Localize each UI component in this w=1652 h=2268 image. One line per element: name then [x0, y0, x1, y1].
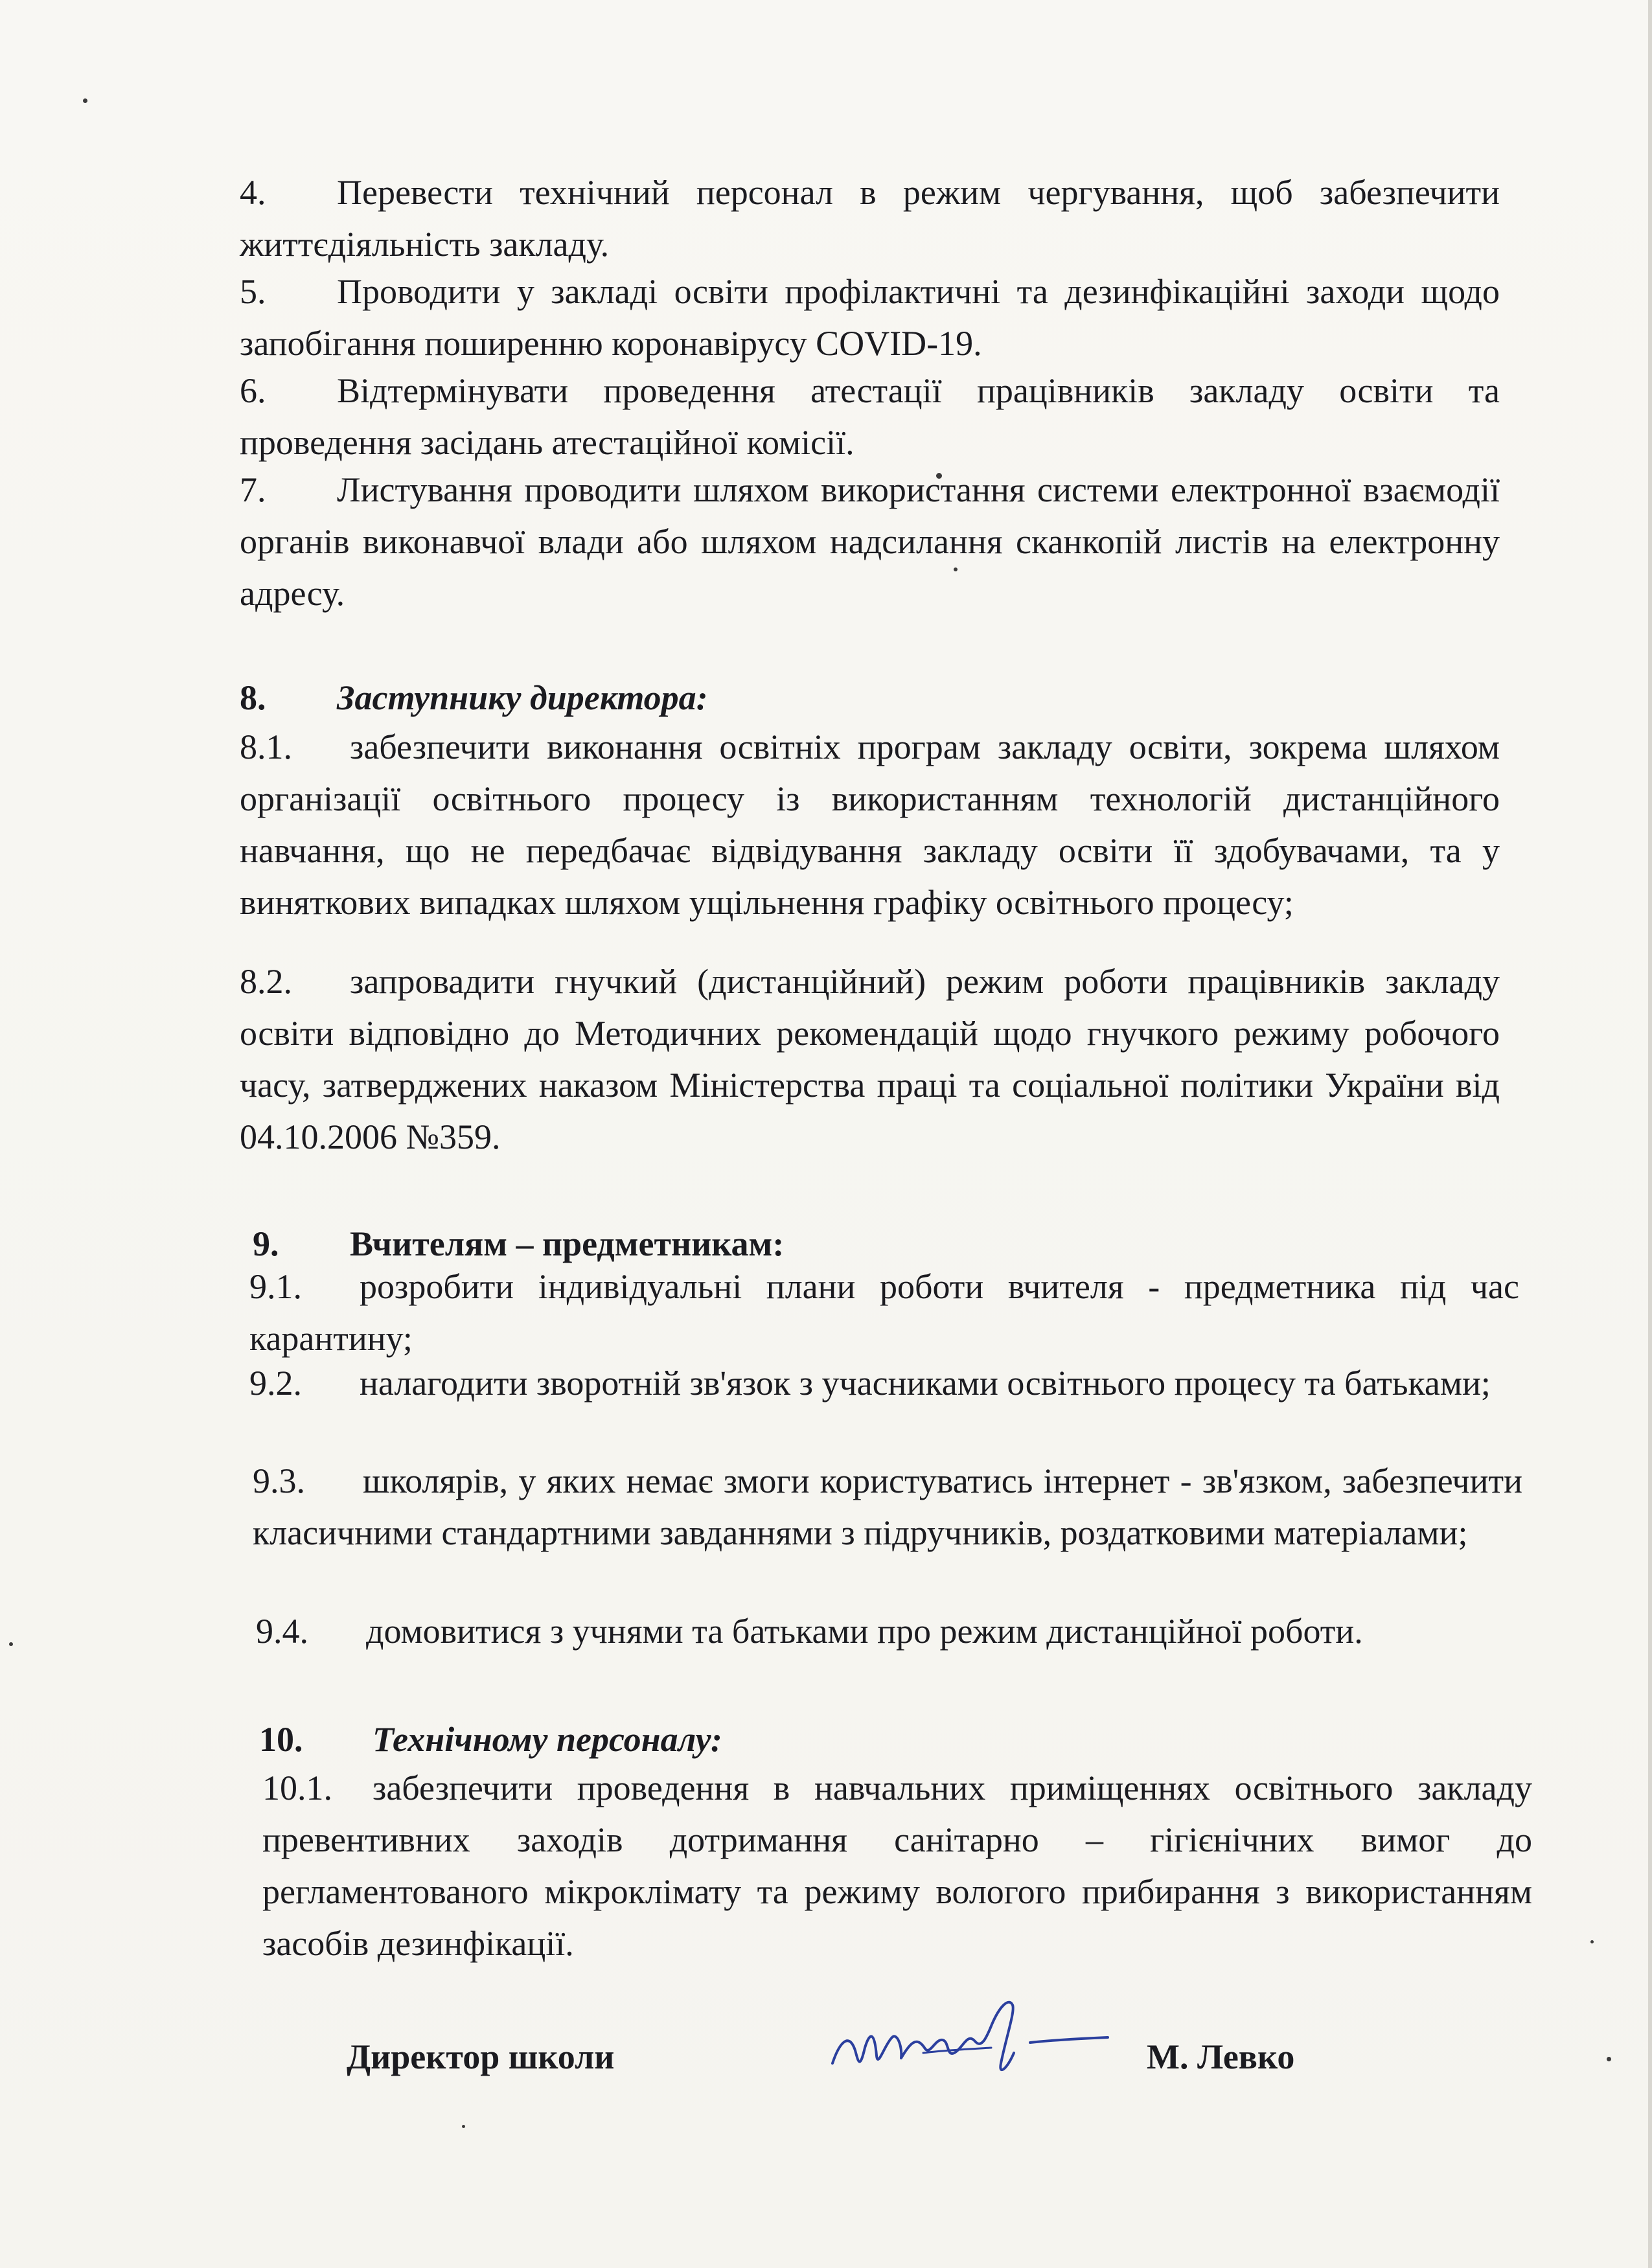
item-text: Проводити у закладі освіти профілактичні та дезинфікаційні заходи щодо запобігання поширенню коронавірусу COVID-19. — [240, 272, 1500, 363]
section-number: 8. — [240, 678, 266, 717]
item-text: розробити індивідуальні плани роботи вчителя - предметника під час карантину; — [249, 1267, 1519, 1358]
section-title: Вчителям – предметникам: — [350, 1224, 785, 1263]
list-item — [240, 956, 1500, 1163]
item-text: домовитися з учнями та батьками про режим дистанційної роботи. — [366, 1612, 1363, 1651]
item-text: забезпечити виконання освітніх програм закладу освіти, зокрема шляхом організації освітнього процесу із використанням технологій дистанційного навчання, що не передбачає відвідування закладу освіти її здобувачами, та у виняткових випадках шляхом ущільнення графіку освітнього процесу; — [240, 727, 1500, 922]
scan-speck — [83, 98, 87, 103]
item-text: запровадити гнучкий (дистанційний) режим роботи працівників закладу освіти відповідно до Методичних рекомендацій щодо гнучкого режиму робочого часу, затверджених наказом Міністерства праці та соціальної політики України від 04.10.2006 №359. — [240, 962, 1500, 1156]
item-text: забезпечити проведення в навчальних приміщеннях освітнього закладу превентивних заходів дотримання санітарно – гігієнічних вимог до регламентованого мікроклімату та режиму вологого прибирання з використанням засобів дезинфікації. — [262, 1769, 1532, 1963]
section-title: Технічному персоналу: — [373, 1720, 722, 1759]
item-number: 9.3. — [253, 1461, 305, 1500]
item-number: 5. — [240, 272, 266, 311]
scan-edge — [1648, 0, 1652, 2268]
item-text: школярів, у яких немає змоги користуватись інтернет - зв'язком, забезпечити класичними стандартними завданнями з підручників, роздатковими матеріалами; — [253, 1461, 1522, 1552]
item-text: налагодити зворотній зв'язок з учасниками освітнього процесу та батьками; — [360, 1364, 1491, 1403]
signatory-name: М. Левко — [1147, 2037, 1295, 2076]
list-item — [256, 1605, 1526, 1657]
item-number: 6. — [240, 371, 266, 410]
list-item — [249, 1261, 1519, 1364]
list-item — [240, 721, 1500, 928]
item-number: 9.1. — [249, 1267, 302, 1306]
list-item — [240, 266, 1500, 369]
handwritten-signature — [820, 1986, 1118, 2096]
list-item — [253, 1455, 1522, 1559]
section-title: Заступнику директора: — [337, 678, 708, 717]
section-heading — [240, 672, 708, 724]
list-item — [240, 464, 1500, 619]
item-number: 4. — [240, 173, 266, 212]
scan-speck — [9, 1642, 13, 1646]
item-number: 8.1. — [240, 727, 292, 766]
item-number: 9.4. — [256, 1612, 308, 1651]
list-item — [262, 1762, 1532, 1969]
list-item — [240, 365, 1500, 468]
scan-speck — [1607, 2057, 1611, 2061]
item-number: 10.1. — [262, 1769, 332, 1807]
scan-speck — [462, 2125, 465, 2128]
item-text: Листування проводити шляхом використання системи електронної взаємодії органів виконавчої влади або шляхом надсилання сканкопій листів на електронну адресу. — [240, 470, 1500, 613]
list-item — [249, 1357, 1519, 1409]
item-number: 7. — [240, 470, 266, 509]
scan-speck — [1590, 1940, 1594, 1943]
section-heading — [259, 1713, 722, 1765]
section-number: 9. — [253, 1224, 279, 1263]
signatory-position: Директор школи — [347, 2037, 615, 2076]
item-text: Відтермінувати проведення атестації працівників закладу освіти та проведення засідань атестаційної комісії. — [240, 371, 1500, 462]
section-number: 10. — [259, 1720, 303, 1759]
item-number: 8.2. — [240, 962, 292, 1001]
item-number: 9.2. — [249, 1364, 302, 1403]
list-item — [240, 166, 1500, 270]
item-text: Перевести технічний персонал в режим чергування, щоб забезпечити життєдіяльність закладу. — [240, 173, 1500, 264]
